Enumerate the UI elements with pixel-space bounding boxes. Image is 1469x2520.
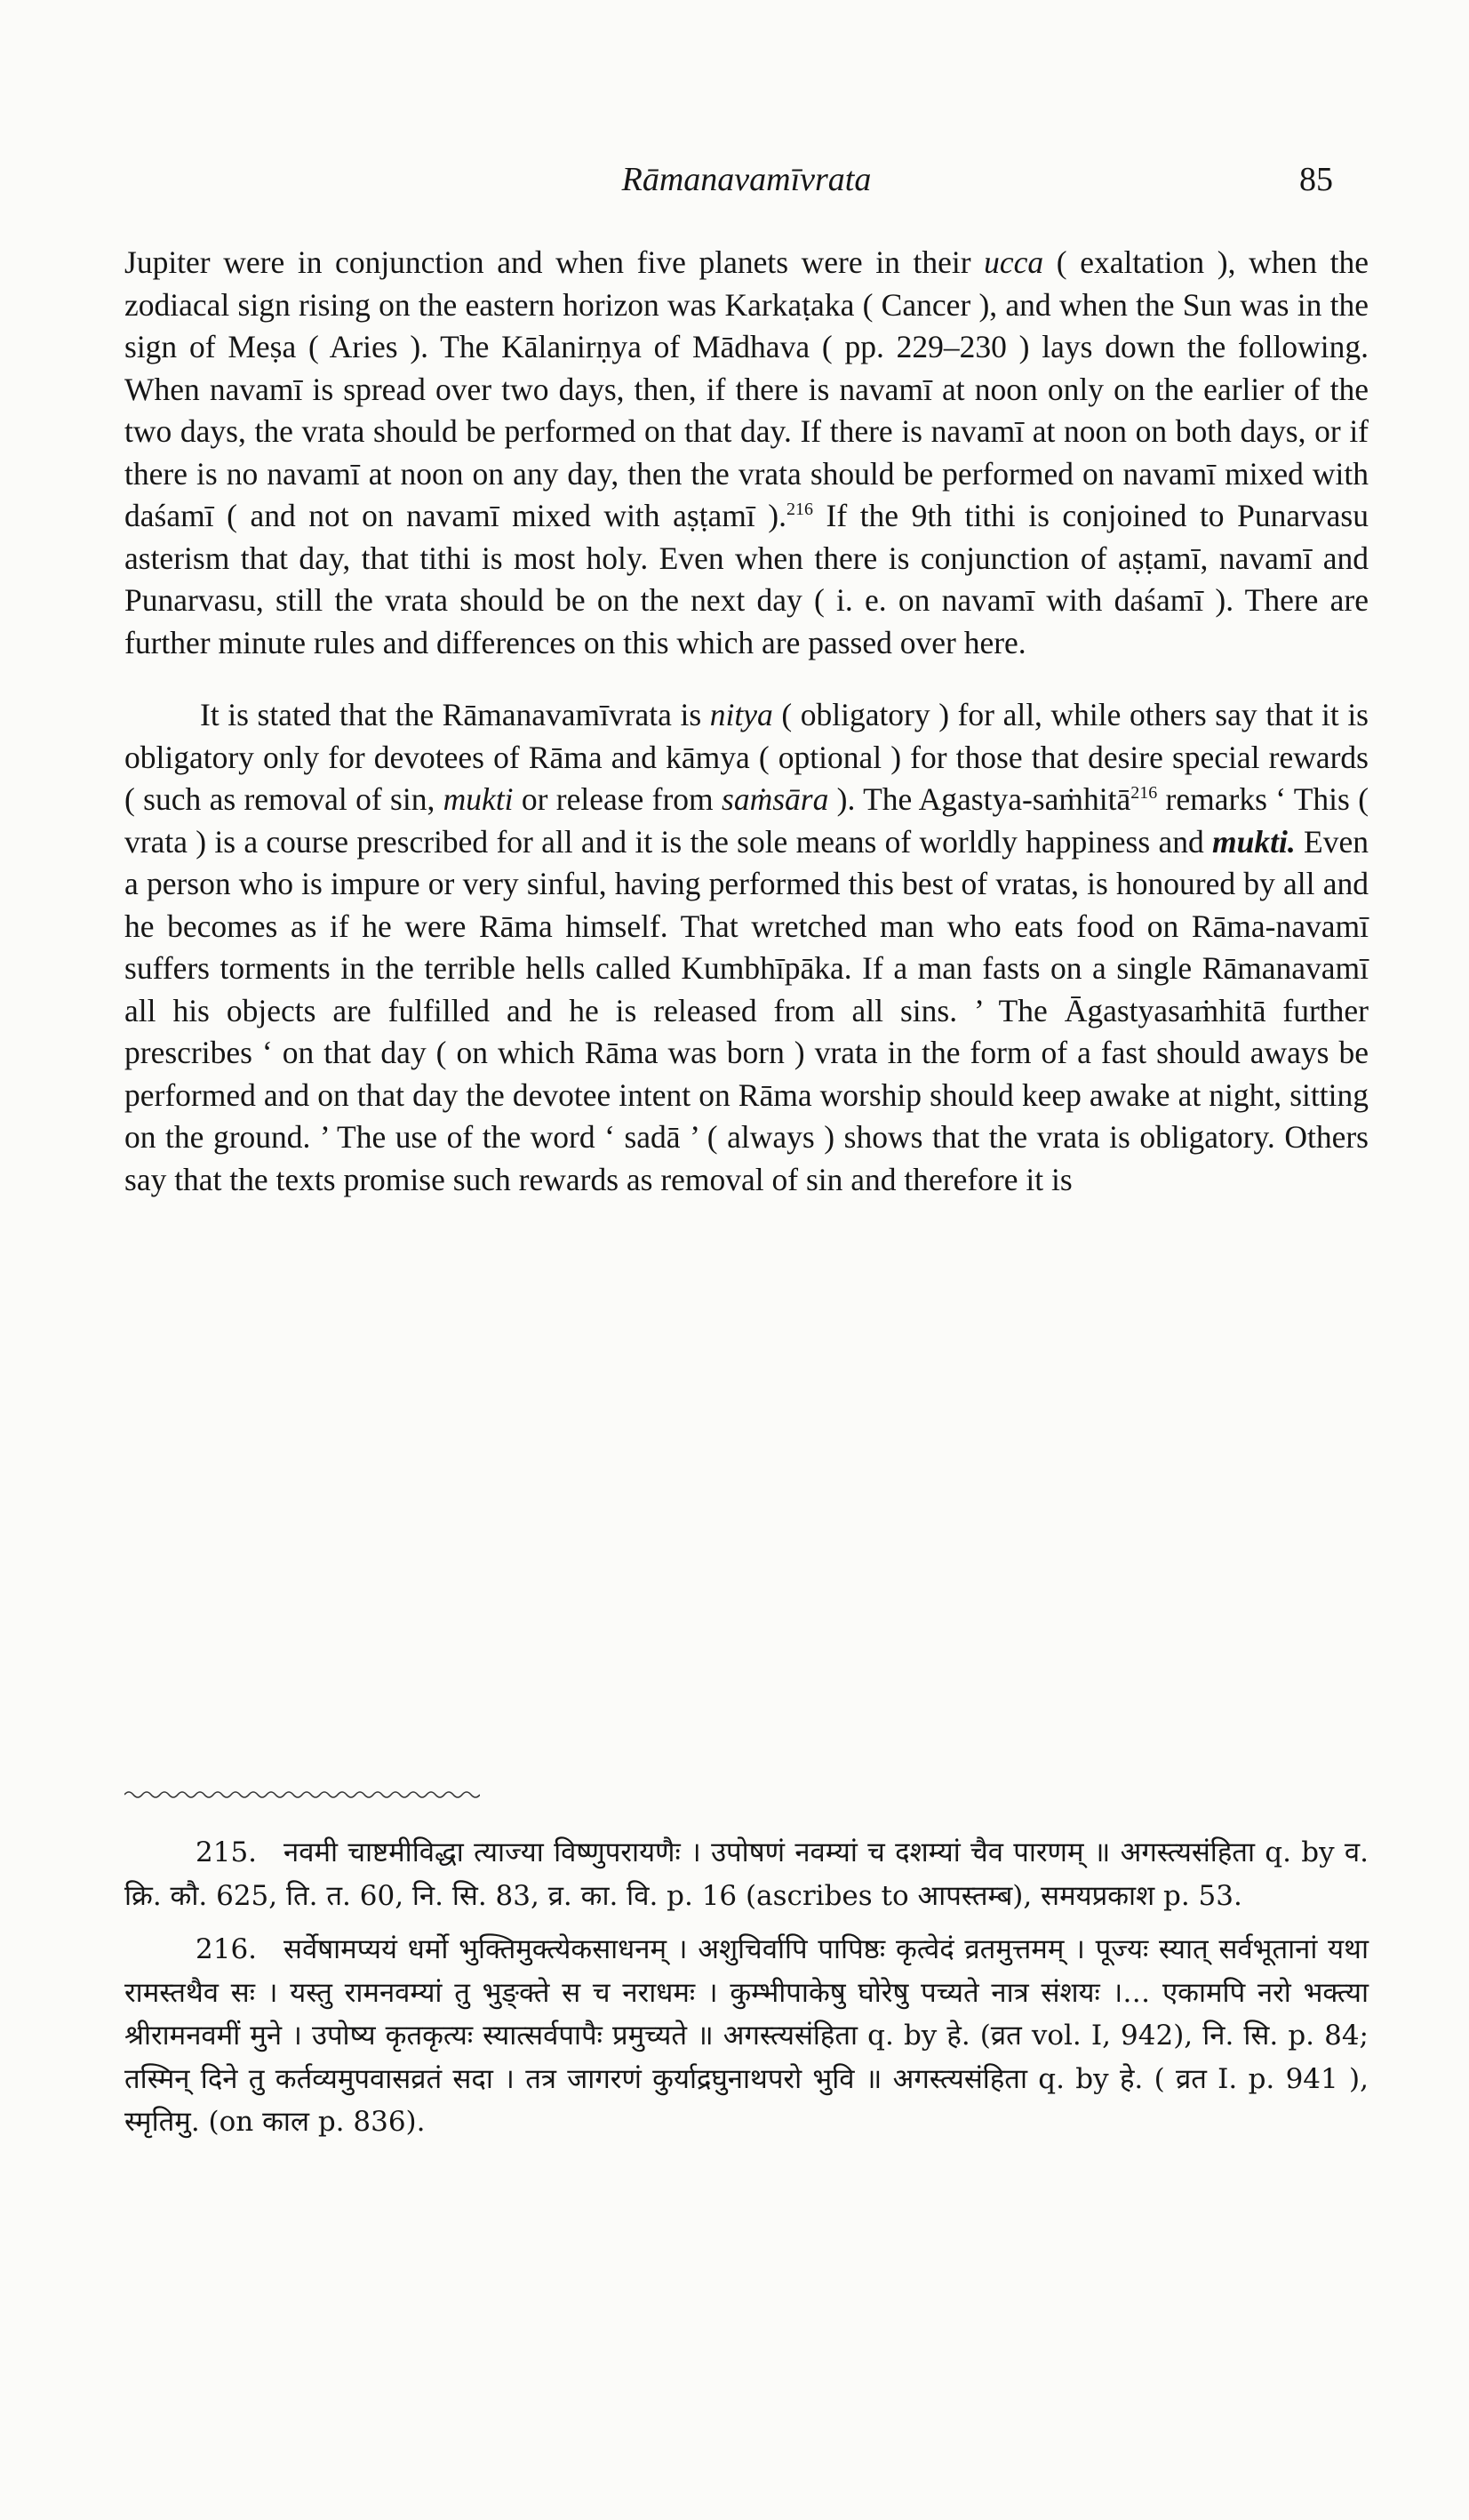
text-run: Even a person who is impure or very sinful, having performed this best of vratas, is honoured by all and he becomes as if he were Rāma himself. That wretched man who eats food on Rāma-navamī suffers torments in the terrible hells called Kumbhīpāka. If a man fasts on a single Rāmanavamī all his objects are fulfilled and he is released from all sins. ’ The Āgastyasaṁhitā further prescribes ‘ on that day ( on which Rāma was born ) vrata in the form of a fast should aways be performed and on that day the devotee intent on Rāma worship should keep awake at night, sitting on the ground. ’ The use of the word ‘ sadā ’ ( always ) shows that the vrata is obligatory. Others say that the texts promise such rewards as removal of sin and therefore it is [124,823,1369,1197]
text-run: It is stated that the Rāmanavamīvrata is [200,697,710,732]
book-page [124,0,1369,2520]
text-run: ( obligatory ) for all, while others say that it is obligatory only for devotees of Rāma and kāmya ( optional ) for those that desire special rewards ( such as removal of sin, [124,697,1369,817]
footnote-216 [124,1928,1369,2144]
italic-term: nitya [709,697,773,732]
text-run: ( exaltation ), when the zodiacal sign rising on the eastern horizon was Karkaṭaka ( Cancer ), and when the Sun was in the sign of Meṣa ( Aries ). The Kālanirṇya of Mādhava ( pp. 229–230 ) lays down the following. When navamī is spread over two days, then, if there is navamī at noon only on the earlier of the two days, the vrata should be performed on that day. If there is navamī at noon on both days, or if there is no navamī at noon on any day, then the vrata should be performed on navamī mixed with daśamī ( and not on navamī mixed with aṣṭamī ). [124,244,1369,533]
italic-term: ucca [984,244,1044,280]
text-run: remarks ‘ This ( vrata ) is a course prescribed for all and it is the sole means of worldly happiness and [124,781,1369,860]
paragraph-continuation [124,242,1369,664]
italic-term: mukti. [1212,823,1296,860]
body-text [124,242,1369,1201]
italic-term: mukti [443,781,514,817]
footnote-number: 215. [196,1836,258,1868]
text-run: or release from [513,781,722,817]
footnotes [124,1831,1369,2155]
text-run: Jupiter were in conjunction and when five planets were in their [124,244,985,280]
footnote-number: 216. [196,1933,258,1965]
footnote-reference: 216 [1130,783,1158,804]
footnote-215 [124,1831,1369,1917]
italic-term: saṁsāra [722,781,829,817]
footnote-text: नवमी चाष्टमीविद्धा त्याज्या विष्णुपरायणैः । उपोषणं नवम्यां च दशम्यां चैव पारणम् ॥ अगस्त्यसंहिता q. by व. क्रि. कौ. 625, ति. त. 60, नि. सि. 83, व्र. का. वि. p. 16 (ascribes to आपस्तम्ब), समयप्रकाश p. 53. [124,1836,1369,1912]
footnote-reference: 216 [786,500,813,520]
running-head [124,160,1369,204]
footnote-divider [124,1789,480,1800]
page-number: 85 [1299,161,1333,198]
paragraph-rama-navami-obligation [124,694,1369,1201]
text-run: If the 9th tithi is conjoined to Punarvasu asterism that day, that tithi is most holy. Even when there is conjunction of aṣṭamī, navamī and Punarvasu, still the vrata should be on the next day ( i. e. on navamī with daśamī ). There are further minute rules and differences on this which are passed over here. [124,498,1369,660]
running-head-title: Rāmanavamīvrata [621,161,872,198]
footnote-text: सर्वेषामप्ययं धर्मो भुक्तिमुक्त्येकसाधनम् । अशुचिर्वापि पापिष्ठः कृत्वेदं व्रतमुत्तमम् । पूज्यः स्यात् सर्वभूतानां यथा रामस्तथैव सः । यस्तु रामनवम्यां तु भुङ्क्ते स च नराधमः । कुम्भीपाकेषु घोरेषु पच्यते नात्र संशयः ।… एकामपि नरो भक्त्या श्रीरामनवमीं मुने । उपोष्य कृतकृत्यः स्यात्सर्वपापैः प्रमुच्यते ॥ अगस्त्यसंहिता q. by हे. (व्रत vol. I, 942), नि. सि. p. 84; तस्मिन् दिने तु कर्तव्यमुपवासव्रतं सदा । तत्र जागरणं कुर्याद्रघुनाथपरो भुवि ॥ अगस्त्यसंहिता q. by हे. ( व्रत I. p. 941 ), स्मृतिमु. (on काल p. 836). [124,1933,1369,2138]
text-run: ). The Agastya-saṁhitā [828,781,1131,817]
